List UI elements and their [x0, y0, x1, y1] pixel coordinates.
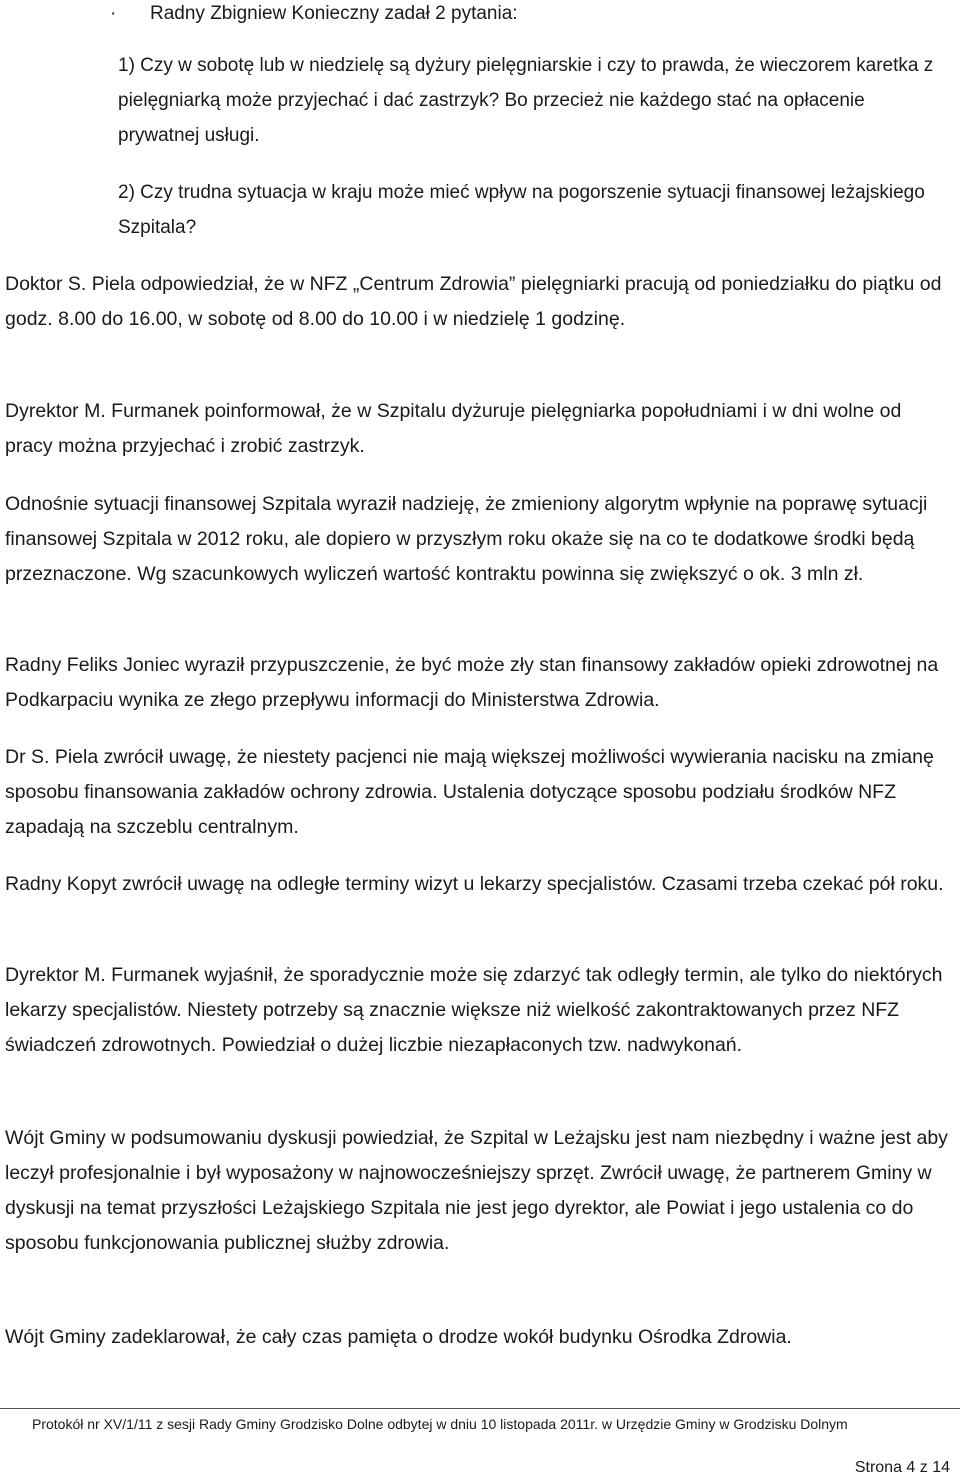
- paragraph-wojt-summary: Wójt Gminy w podsumowaniu dyskusji powiedział, że Szpital w Leżajsku jest nam niezbędny i ważne jest aby leczył profesjonalnie i był wyposażony w najnowocześniejszy sprzęt. Zwrócił uwagę, że partnerem Gminy w dyskusji na temat przyszłości Leżajskiego Szpitala nie jest jego dyrektor, ale Powiat i jego ustalenia co do sposobu funkcjonowania publicznej służby zdrowia.: [5, 1127, 948, 1254]
- footer-protocol-text: Protokół nr XV/1/11 z sesji Rady Gminy Grodzisko Dolne odbytej w dniu 10 listopada 2011r. w Urzędzie Gminy w Grodzisku Dolnym: [32, 1416, 848, 1432]
- footer-divider: [0, 1408, 960, 1409]
- paragraph-kopyt: Radny Kopyt zwrócił uwagę na odległe terminy wizyt u lekarzy specjalistów. Czasami trzeba czekać pół roku.: [5, 873, 944, 895]
- paragraph-piela-nfz: Dr S. Piela zwrócił uwagę, że niestety pacjenci nie mają większej możliwości wywierania nacisku na zmianę sposobu finansowania zakładów ochrony zdrowia. Ustalenia dotyczące sposobu podziału środków NFZ zapadają na szczeblu centralnym.: [5, 746, 934, 838]
- paragraph-piela-answer: Doktor S. Piela odpowiedział, że w NFZ „Centrum Zdrowia” pielęgniarki pracują od poniedziałku do piątku od godz. 8.00 do 16.00, w sobotę od 8.00 do 10.00 i w niedzielę 1 godzinę.: [5, 273, 942, 330]
- paragraph-wojt-declaration: Wójt Gminy zadeklarował, że cały czas pamięta o drodze wokół budynku Ośrodka Zdrowia.: [5, 1326, 792, 1348]
- question-2: 2) Czy trudna sytuacja w kraju może mieć wpływ na pogorszenie sytuacji finansowej leżajskiego Szpitala?: [118, 182, 925, 238]
- paragraph-furmanek-specialists: Dyrektor M. Furmanek wyjaśnił, że sporadycznie może się zdarzyć tak odległy termin, ale tylko do niektórych lekarzy specjalistów. Niestety potrzeby są znacznie większe niż wielkość zakontraktowanych przez NFZ świadczeń zdrowotnych. Powiedział o dużej liczbie niezapłaconych tzw. nadwykonań.: [5, 964, 943, 1056]
- bullet-heading: [110, 0, 518, 28]
- paragraph-financial-situation: Odnośnie sytuacji finansowej Szpitala wyraził nadzieję, że zmieniony algorytm wpłynie na poprawę sytuacji finansowej Szpitala w 2012 roku, ale dopiero w przyszłym roku okaże się na co te dodatkowe środki będą przeznaczone. Wg szacunkowych wyliczeń wartość kontraktu powinna się zwiększyć o ok. 3 mln zł.: [5, 493, 928, 585]
- paragraph-furmanek-answer: Dyrektor M. Furmanek poinformował, że w Szpitalu dyżuruje pielęgniarka popołudniami i w dni wolne od pracy można przyjechać i zrobić zastrzyk.: [5, 400, 902, 457]
- bullet-heading-text: Radny Zbigniew Konieczny zadał 2 pytania:: [150, 3, 518, 24]
- paragraph-joniec: Radny Feliks Joniec wyraził przypuszczenie, że być może zły stan finansowy zakładów opieki zdrowotnej na Podkarpaciu wynika ze złego przepływu informacji do Ministerstwa Zdrowia.: [5, 654, 939, 711]
- page-number: Strona 4 z 14: [854, 1459, 950, 1476]
- bullet-icon: ·: [110, 3, 117, 24]
- question-1: 1) Czy w sobotę lub w niedzielę są dyżury pielęgniarskie i czy to prawda, że wieczorem karetka z pielęgniarką może przyjechać i dać zastrzyk? Bo przecież nie każdego stać na opłacenie prywatnej usługi.: [118, 55, 934, 146]
